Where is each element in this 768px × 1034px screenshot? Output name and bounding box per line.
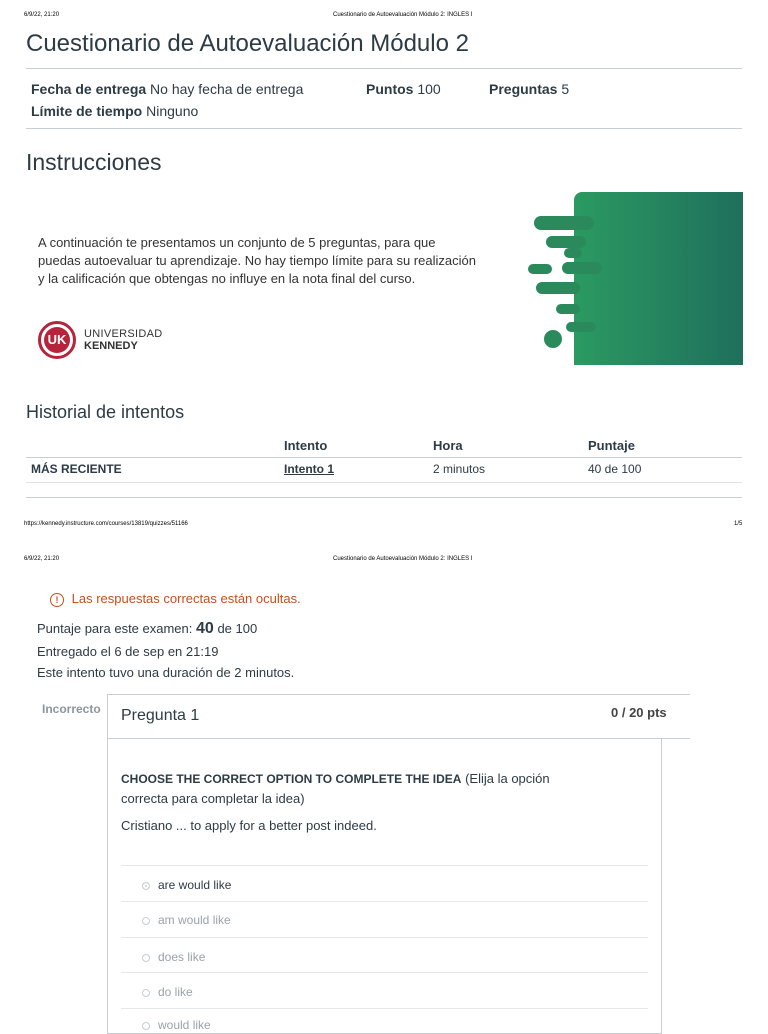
answer-divider-4 xyxy=(121,1008,648,1009)
logo-line2: KENNEDY xyxy=(84,340,138,352)
duration-line: Este intento tuvo una duración de 2 minutos. xyxy=(37,665,295,680)
preguntas-value: 5 xyxy=(561,81,570,97)
history-row-label: MÁS RECIENTE xyxy=(31,462,122,476)
green-bar-2 xyxy=(546,236,586,248)
question-header xyxy=(108,694,690,739)
score-suffix: de 100 xyxy=(217,621,258,636)
green-bar-1 xyxy=(534,216,594,230)
score-value: 40 xyxy=(196,620,214,637)
answer-label: would like xyxy=(158,1018,211,1032)
history-heading: Historial de intentos xyxy=(26,402,185,422)
prompt-paren-1: (Elija la opción xyxy=(465,771,550,786)
warning-text: Las respuestas correctas están ocultas. xyxy=(71,591,301,606)
print-footer-page: 1/5 xyxy=(734,521,743,527)
limite-value: Ninguno xyxy=(146,103,199,119)
radio-selected-icon[interactable] xyxy=(142,882,150,890)
answer-divider-3 xyxy=(121,972,648,973)
banner-text-line3: y la calificación que obtengas no influye en la nota final del curso. xyxy=(38,271,416,286)
green-bar-9 xyxy=(566,322,596,332)
print-datetime-p2: 6/9/22, 21:20 xyxy=(24,556,60,562)
history-col-puntaje: Puntaje xyxy=(588,438,635,453)
answer-divider-0 xyxy=(121,865,648,866)
print-doc-title-p2: Cuestionario de Autoevaluación Módulo 2: INGLES I xyxy=(333,556,473,562)
banner-text-line2: puedas autoevaluar tu aprendizaje. No hay tiempo límite para su realización xyxy=(38,253,476,268)
radio-icon[interactable] xyxy=(142,954,150,962)
logo-line1: UNIVERSIDAD xyxy=(84,328,163,340)
logo-inner: UK xyxy=(44,327,70,353)
prompt-bold: CHOOSE THE CORRECT OPTION TO COMPLETE THE IDEA xyxy=(121,772,462,786)
instructions-banner xyxy=(26,192,743,365)
logo-text xyxy=(84,328,162,352)
question-points: 0 / 20 pts xyxy=(611,705,667,720)
history-bottom-divider xyxy=(26,497,742,498)
radio-icon[interactable] xyxy=(142,1022,150,1030)
print-datetime: 6/9/22, 21:20 xyxy=(24,12,60,18)
history-row-hora: 2 minutos xyxy=(433,462,486,476)
score-prefix: Puntaje para este examen: xyxy=(37,621,193,636)
answer-divider-1 xyxy=(121,901,648,902)
fecha-label: Fecha de entrega xyxy=(31,81,147,97)
green-bar-4 xyxy=(528,264,552,274)
history-header-divider xyxy=(26,457,742,458)
puntos-value: 100 xyxy=(417,81,441,97)
history-col-hora: Hora xyxy=(433,438,463,453)
green-bar-5 xyxy=(562,262,602,274)
instructions-heading: Instrucciones xyxy=(26,149,162,175)
question-status: Incorrecto xyxy=(42,702,101,716)
limite-label: Límite de tiempo xyxy=(31,103,143,119)
divider-meta xyxy=(26,128,742,129)
hidden-answers-warning xyxy=(50,591,301,607)
puntos-label: Puntos xyxy=(366,81,414,97)
preguntas-label: Preguntas xyxy=(489,81,558,97)
history-row-puntaje: 40 de 100 xyxy=(588,462,642,476)
banner-text-line1: A continuación te presentamos un conjunto de 5 preguntas, para que xyxy=(38,235,436,250)
submitted-line: Entregado el 6 de sep en 21:19 xyxy=(37,644,219,659)
print-footer-url: https://kennedy.instructure.com/courses/13819/quizzes/51166 xyxy=(24,521,188,527)
quiz-title: Cuestionario de Autoevaluación Módulo 2 xyxy=(26,30,469,57)
print-doc-title: Cuestionario de Autoevaluación Módulo 2: INGLES I xyxy=(333,12,473,18)
green-bar-7 xyxy=(556,304,580,314)
history-row-divider xyxy=(26,482,742,483)
question-prompt xyxy=(121,769,641,809)
radio-icon[interactable] xyxy=(142,989,150,997)
uk-logo-icon xyxy=(38,321,76,359)
question-title: Pregunta 1 xyxy=(121,707,200,724)
warning-icon: ! xyxy=(50,593,64,607)
answer-label: do like xyxy=(158,985,193,999)
history-col-intento: Intento xyxy=(284,438,328,453)
attempt-1-link[interactable]: Intento 1 xyxy=(284,462,334,476)
answer-label: are would like xyxy=(158,878,232,892)
answer-option-0[interactable] xyxy=(142,878,231,892)
answer-option-4[interactable] xyxy=(142,1018,211,1032)
answer-label: am would like xyxy=(158,913,231,927)
divider-top xyxy=(26,68,742,69)
green-bar-6 xyxy=(536,282,580,294)
question-sentence: Cristiano ... to apply for a better post indeed. xyxy=(121,818,377,833)
fecha-value: No hay fecha de entrega xyxy=(150,81,304,97)
banner-text xyxy=(38,234,476,288)
answer-divider-2 xyxy=(121,937,648,938)
green-bar-8 xyxy=(544,330,562,348)
answer-label: does like xyxy=(158,950,206,964)
question-1-card xyxy=(107,694,662,1034)
prompt-paren-2: correcta para completar la idea) xyxy=(121,791,305,806)
radio-icon[interactable] xyxy=(142,917,150,925)
answer-option-3[interactable] xyxy=(142,985,193,999)
green-bar-3 xyxy=(564,248,582,258)
answer-option-2[interactable] xyxy=(142,950,205,964)
green-decoration xyxy=(574,192,743,365)
answer-option-1[interactable] xyxy=(142,913,231,927)
score-line xyxy=(37,620,257,638)
